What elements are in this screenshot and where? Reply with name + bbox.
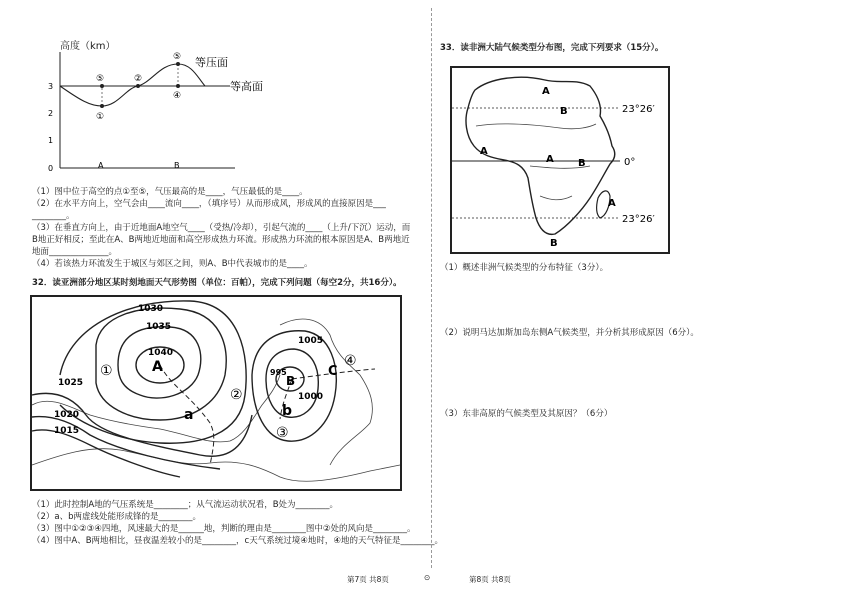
ytick-1: 1 <box>48 136 54 145</box>
q32-line-3: （3）图中①②③④四地，风速最大的是______地，判断的理由是________图中②处的风向是________。 <box>32 524 416 534</box>
isobar-1035: 1035 <box>146 322 172 332</box>
q32-line-2: （2）a、b两虚线处能形成锋的是________。 <box>32 512 202 522</box>
thermal-circulation-figure <box>30 38 290 176</box>
q32-line-4: （4）图中A、B两地相比，昼夜温差较小的是________，c天气系统过境④地时，④地的天气特征是________。 <box>32 536 443 546</box>
isobar-1025: 1025 <box>58 378 84 388</box>
label-isohypse: 等高面 <box>230 80 263 93</box>
isobar-1040: 1040 <box>148 348 174 358</box>
footer-left: 第7页 共8页 <box>347 575 389 584</box>
point-label-5b: ⑤ <box>173 52 182 62</box>
map-letter-b-low: B <box>286 374 296 388</box>
xtick-a: A <box>98 161 104 170</box>
q32-line-1: （1）此时控制A地的气压系统是________；从气流运动状况看，B处为________。 <box>32 500 339 510</box>
page-divider <box>431 8 432 568</box>
africa-letter-a-west: A <box>480 146 488 157</box>
ytick-2: 2 <box>48 109 54 118</box>
map-circled-1: ① <box>100 363 113 379</box>
fig1-ylabel: 高度（km） <box>60 41 116 52</box>
lat-south-label: 23°26′ <box>622 214 655 225</box>
isobar-1020: 1020 <box>54 410 80 420</box>
map-letter-b-line: b <box>282 403 293 419</box>
map-circled-4: ④ <box>344 353 357 369</box>
point-label-2: ② <box>134 74 143 84</box>
lat-north-label: 23°26′ <box>622 104 655 115</box>
map-circled-3: ③ <box>276 425 289 441</box>
point-label-4: ④ <box>173 91 182 101</box>
africa-letter-b-east: B <box>578 158 586 169</box>
q31-line-6: 地面______________。 <box>32 247 118 257</box>
ytick-0: 0 <box>48 164 54 173</box>
q31-line-1: （1）图中位于高空的点①至⑤，气压最高的是____，气压最低的是____。 <box>32 187 308 197</box>
map-circled-2: ② <box>230 387 243 403</box>
africa-letter-b-north: B <box>560 106 568 117</box>
q32-questions <box>32 499 443 547</box>
q31-line-4: （3）在垂直方向上，由于近地面A地空气____（受热/冷却），引起气流的____（上升/下沉）运动，而 <box>32 223 411 233</box>
isobar-1030: 1030 <box>138 304 164 314</box>
africa-letter-a-center: A <box>546 154 554 165</box>
q33-question-3: （3）东非高原的气候类型及其原因？（6分） <box>440 409 613 419</box>
q33-question-1: （1）概述非洲气候类型的分布特征（3分）。 <box>440 263 609 273</box>
africa-climate-map <box>450 66 670 254</box>
map-letter-c: C <box>328 364 338 379</box>
ytick-3: 3 <box>48 82 54 91</box>
point-label-5a: ⑤ <box>96 74 105 84</box>
q31-line-5: B地正好相反；至此在A、B两地近地面和高空形成热力环流。形成热力环流的根本原因是A、B两地近 <box>32 235 410 245</box>
q32-title: 32．读亚洲部分地区某时刻地面天气形势图（单位：百帕），完成下列问题（每空2分，共16分）。 <box>32 278 402 288</box>
q31-line-2: （2）在水平方向上，空气会由____流向____，（填序号）从而形成风，形成风的直接原因是___ <box>32 199 386 209</box>
weather-map <box>30 295 402 491</box>
africa-letter-a-north: A <box>542 86 550 97</box>
lat-equator-label: 0° <box>624 157 636 168</box>
q31-line-7: （4）若该热力环流发生于城区与郊区之间，则A、B中代表城市的是____。 <box>32 259 313 269</box>
isobar-1015: 1015 <box>54 426 80 436</box>
map-letter-a-line: a <box>184 407 194 423</box>
point-label-1: ① <box>96 112 105 122</box>
africa-letter-b-south: B <box>550 238 558 249</box>
xtick-b: B <box>174 161 180 170</box>
label-isobar: 等压面 <box>195 56 228 69</box>
isobar-1000: 1000 <box>298 392 324 402</box>
q33-title: 33．读非洲大陆气候类型分布图，完成下列要求（15分）。 <box>440 43 664 53</box>
isobar-995: 995 <box>270 368 287 377</box>
q33-question-2: （2）说明马达加斯加岛东侧A气候类型，并分析其形成原因（6分）。 <box>440 328 699 338</box>
q31-questions <box>32 186 410 270</box>
q31-line-3: ________。 <box>32 211 75 221</box>
isobar-1005: 1005 <box>298 336 324 346</box>
center-mark: ⊙ <box>424 573 431 582</box>
africa-letter-a-madagascar: A <box>608 198 616 209</box>
footer-right: 第8页 共8页 <box>469 575 511 584</box>
map-letter-a-high: A <box>152 359 163 375</box>
